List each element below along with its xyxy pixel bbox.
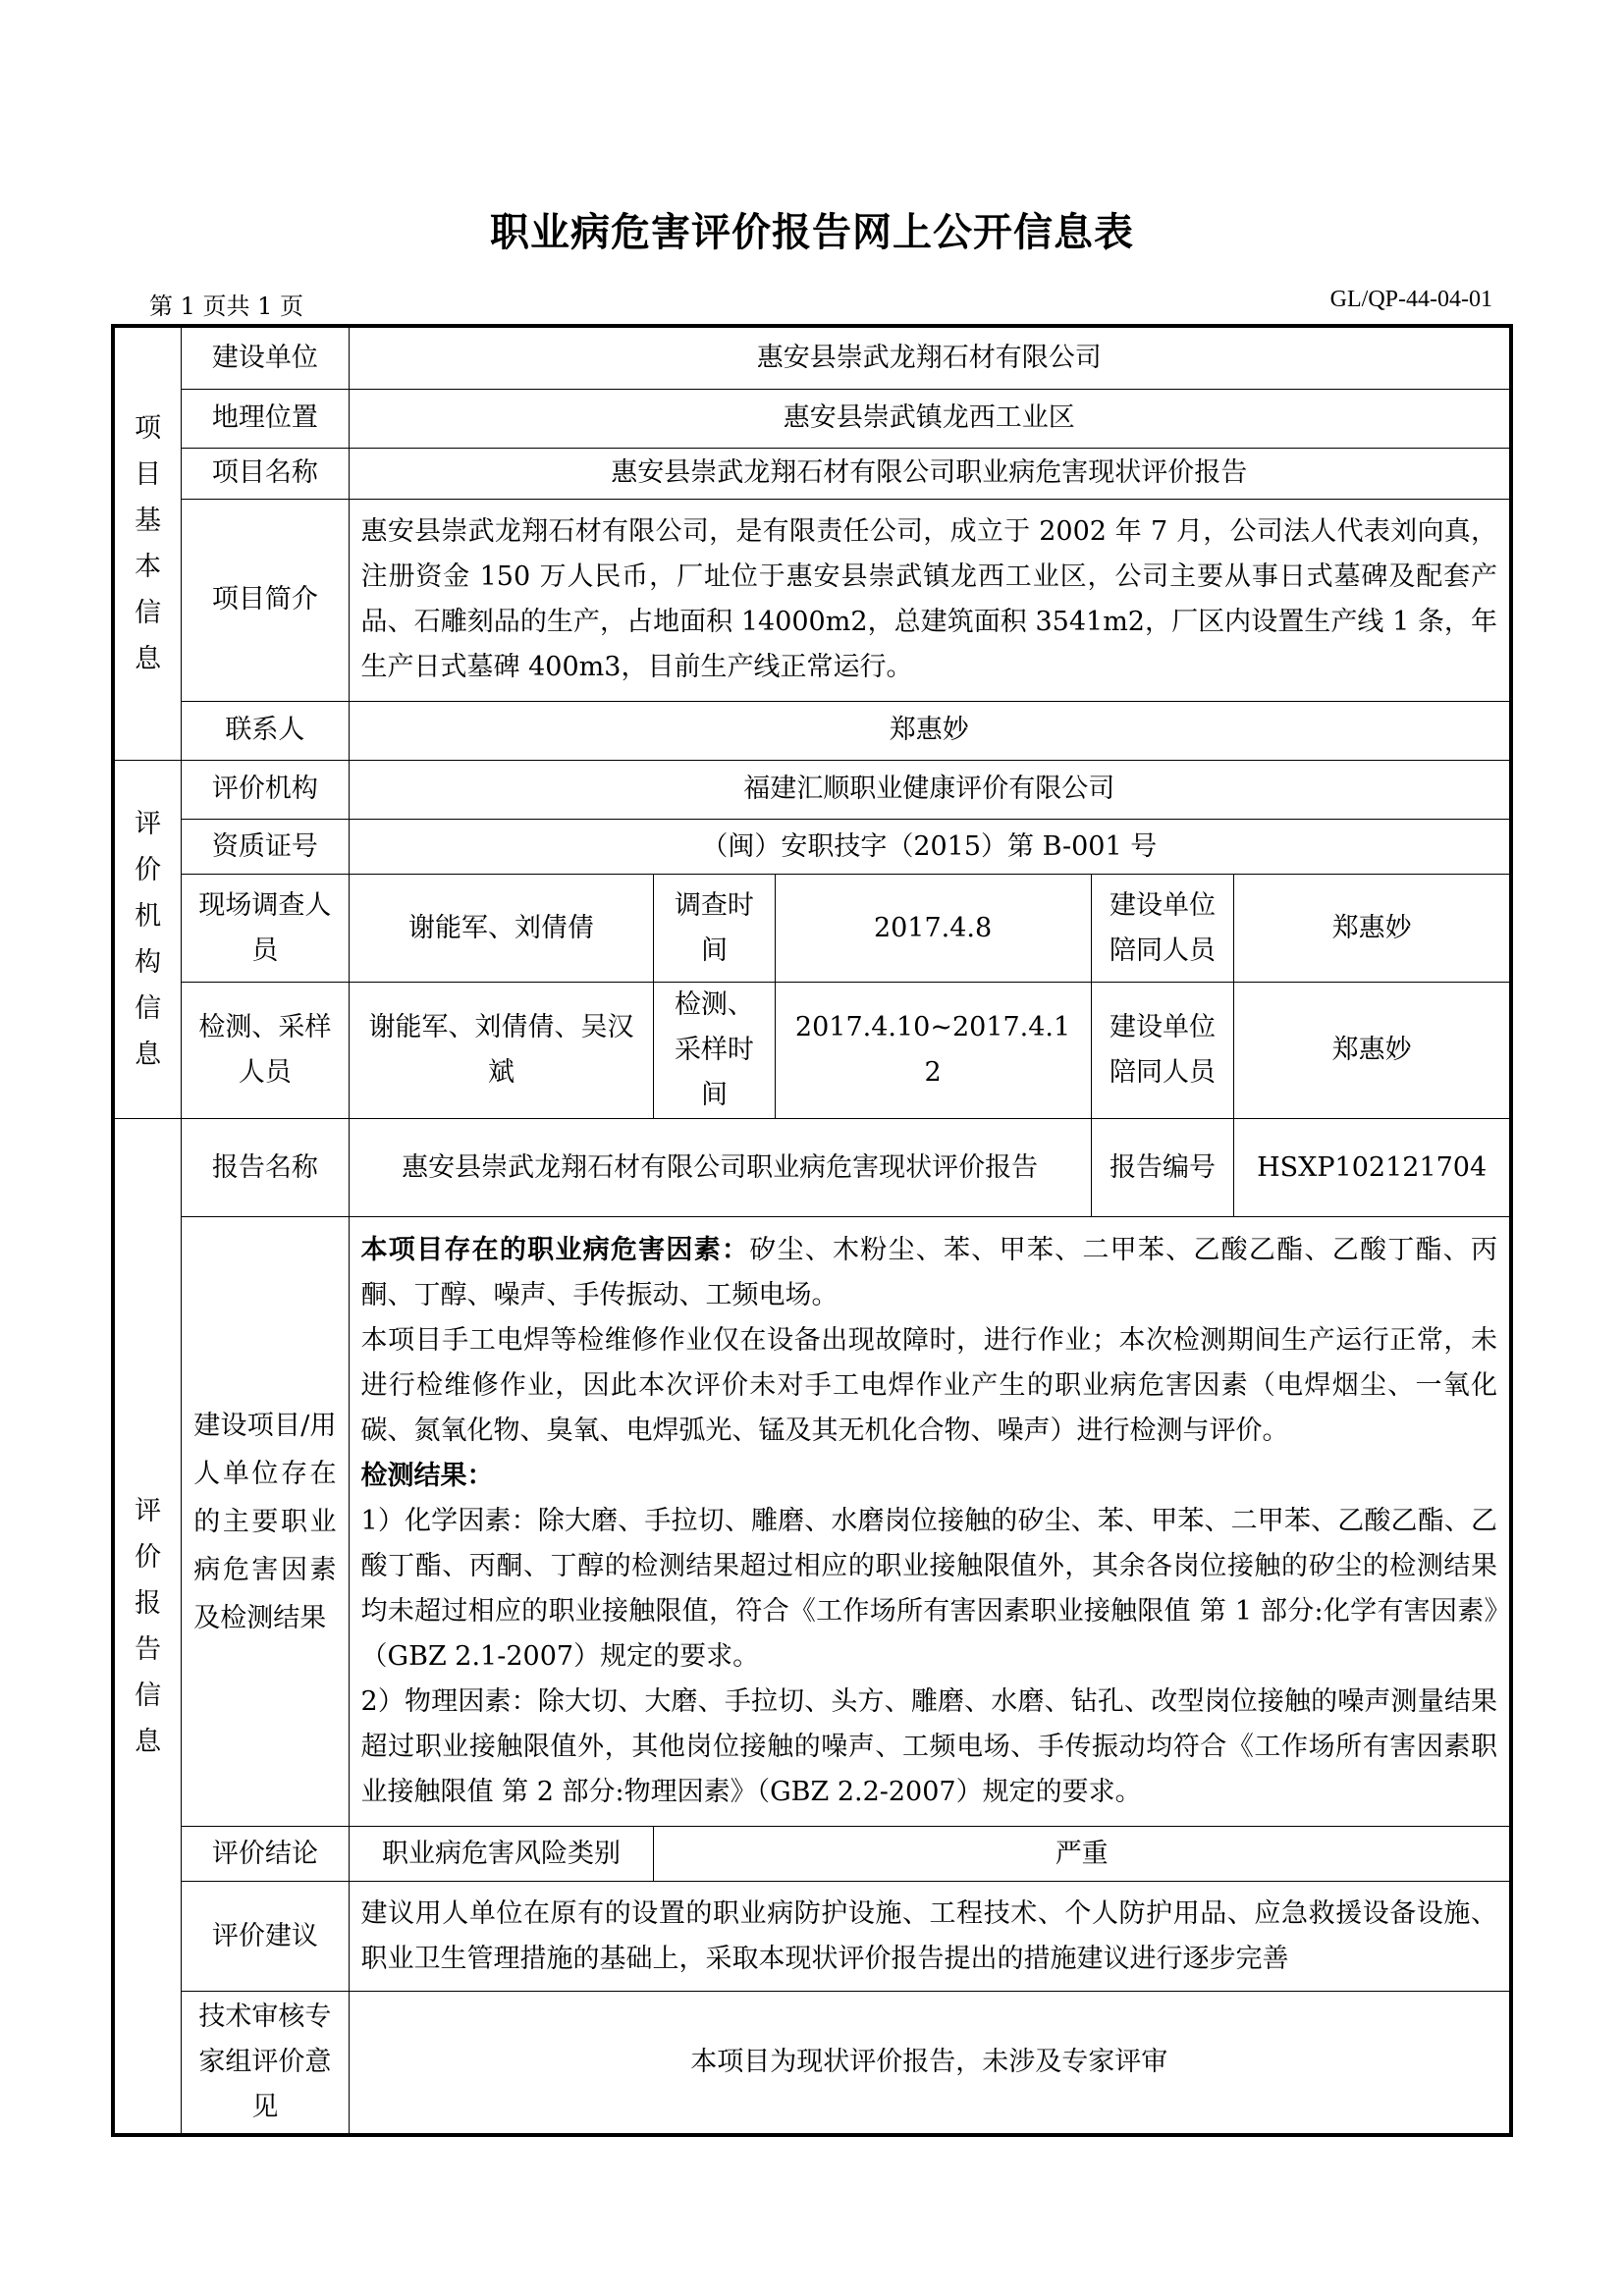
report-no-label: 报告编号 — [1091, 1119, 1234, 1217]
advice-label: 评价建议 — [182, 1882, 349, 1992]
hazards-detail — [349, 1217, 1511, 1827]
survey-time-label: 调查时间 — [654, 875, 775, 983]
project-name-label: 项目名称 — [182, 448, 349, 499]
result-chemical: 1）化学因素：除大磨、手拉切、雕磨、水磨岗位接触的矽尘、苯、甲苯、二甲苯、乙酸乙酯、乙酸丁酯、丙酮、丁醇的检测结果超过相应的职业接触限值外，其余各岗位接触的矽尘的检测结果均未超过相应的职业接触限值，符合《工作场所有害因素职业接触限值 第 1 部分:化学有害因素》（GBZ 2.1-2007）规定的要求。 — [360, 1506, 1497, 1673]
section-agency-info — [113, 760, 182, 1118]
hazards-factors — [361, 1228, 1497, 1318]
risk-category-value: 严重 — [654, 1827, 1511, 1882]
location-value: 惠安县崇武镇龙西工业区 — [349, 389, 1511, 448]
report-no-value: HSXP102121704 — [1234, 1119, 1511, 1217]
info-table — [111, 324, 1513, 2137]
row-project-name — [113, 448, 1511, 499]
construction-unit-value: 惠安县崇武龙翔石材有限公司 — [349, 326, 1511, 389]
sampling-escort-label: 建设单位陪同人员 — [1091, 983, 1234, 1119]
page-title: 职业病危害评价报告网上公开信息表 — [490, 210, 1134, 255]
contact-value: 郑惠妙 — [349, 701, 1511, 760]
location-label: 地理位置 — [182, 389, 349, 448]
expert-value: 本项目为现状评价报告，未涉及专家评审 — [349, 1992, 1511, 2135]
section-basic-label: 项目基本信息 — [135, 412, 162, 674]
row-advice — [113, 1882, 1511, 1992]
section-agency-label: 评价机构信息 — [135, 809, 162, 1071]
sampling-staff-value: 谢能军、刘倩倩、吴汉斌 — [349, 983, 654, 1119]
sampling-time-label: 检测、采样时间 — [654, 983, 775, 1119]
risk-category-label: 职业病危害风险类别 — [349, 1827, 654, 1882]
hazards-list: 矽尘、木粉尘、苯、甲苯、二甲苯、乙酸乙酯、乙酸丁酯、丙酮、丁醇、噪声、手传振动、工频电场。 — [360, 1235, 1498, 1311]
cert-label: 资质证号 — [182, 820, 349, 875]
survey-time-value: 2017.4.8 — [775, 875, 1091, 983]
expert-label: 技术审核专家组评价意见 — [182, 1992, 349, 2135]
construction-unit-label: 建设单位 — [182, 326, 349, 389]
report-name-label: 报告名称 — [182, 1119, 349, 1217]
survey-staff-value: 谢能军、刘倩倩 — [349, 875, 654, 983]
project-intro-label: 项目简介 — [182, 499, 349, 701]
page-counter: 第 1 页共 1 页 — [149, 293, 304, 320]
cert-value: （闽）安职技字（2015）第 B-001 号 — [349, 820, 1511, 875]
survey-escort-value: 郑惠妙 — [1234, 875, 1511, 983]
report-name-value: 惠安县崇武龙翔石材有限公司职业病危害现状评价报告 — [349, 1119, 1091, 1217]
project-name-value: 惠安县崇武龙翔石材有限公司职业病危害现状评价报告 — [349, 448, 1511, 499]
section-report-info — [113, 1119, 182, 2135]
row-project-intro — [113, 499, 1511, 701]
row-report-name — [113, 1119, 1511, 1217]
survey-escort-label: 建设单位陪同人员 — [1091, 875, 1234, 983]
survey-staff-label: 现场调查人员 — [182, 875, 349, 983]
results-heading: 检测结果： — [360, 1461, 494, 1492]
contact-label: 联系人 — [182, 701, 349, 760]
section-basic-info — [113, 326, 182, 760]
document-code: GL/QP-44-04-01 — [1329, 287, 1492, 312]
row-hazards — [113, 1217, 1511, 1827]
row-survey — [113, 875, 1511, 983]
conclusion-label: 评价结论 — [182, 1827, 349, 1882]
hazards-label: 建设项目/用人单位存在的主要职业病危害因素及检测结果 — [182, 1217, 349, 1827]
sampling-escort-value: 郑惠妙 — [1234, 983, 1511, 1119]
hazards-note: 本项目手工电焊等检维修作业仅在设备出现故障时，进行作业；本次检测期间生产运行正常，未进行检维修作业，因此本次评价未对手工电焊作业产生的职业病危害因素（电焊烟尘、一氧化碳、氮氧化物、臭氧、电焊弧光、锰及其无机化合物、噪声）进行检测与评价。 — [360, 1325, 1497, 1447]
agency-label: 评价机构 — [182, 760, 349, 819]
agency-value: 福建汇顺职业健康评价有限公司 — [349, 760, 1511, 819]
result-physical: 2）物理因素：除大切、大磨、手拉切、头方、雕磨、水磨、钻孔、改型岗位接触的噪声测量结果超过职业接触限值外，其他岗位接触的噪声、工频电场、手传振动均符合《工作场所有害因素职业接触限值 第 2 部分:物理因素》（GBZ 2.2-2007）规定的要求。 — [360, 1686, 1497, 1808]
row-construction-unit — [113, 326, 1511, 389]
section-report-label: 评价报告信息 — [135, 1495, 162, 1757]
row-location — [113, 389, 1511, 448]
row-expert — [113, 1992, 1511, 2135]
advice-value: 建议用人单位在原有的设置的职业病防护设施、工程技术、个人防护用品、应急救援设备设施、职业卫生管理措施的基础上，采取本现状评价报告提出的措施建议进行逐步完善 — [349, 1882, 1511, 1992]
row-sampling — [113, 983, 1511, 1119]
hazards-heading: 本项目存在的职业病危害因素： — [360, 1235, 750, 1266]
sampling-staff-label: 检测、采样人员 — [182, 983, 349, 1119]
sampling-time-value: 2017.4.10~2017.4.12 — [775, 983, 1091, 1119]
row-agency — [113, 760, 1511, 819]
row-conclusion — [113, 1827, 1511, 1882]
project-intro-value: 惠安县崇武龙翔石材有限公司，是有限责任公司，成立于 2002 年 7 月，公司法人代表刘向真，注册资金 150 万人民币，厂址位于惠安县崇武镇龙西工业区，公司主要从事日式墓碑及配套产品、石雕刻品的生产，占地面积 14000m2，总建筑面积 3541m2，厂区内设置生产线 1 条，年生产日式墓碑 400m3，目前生产线正常运行。 — [349, 499, 1511, 701]
row-cert — [113, 820, 1511, 875]
row-contact — [113, 701, 1511, 760]
